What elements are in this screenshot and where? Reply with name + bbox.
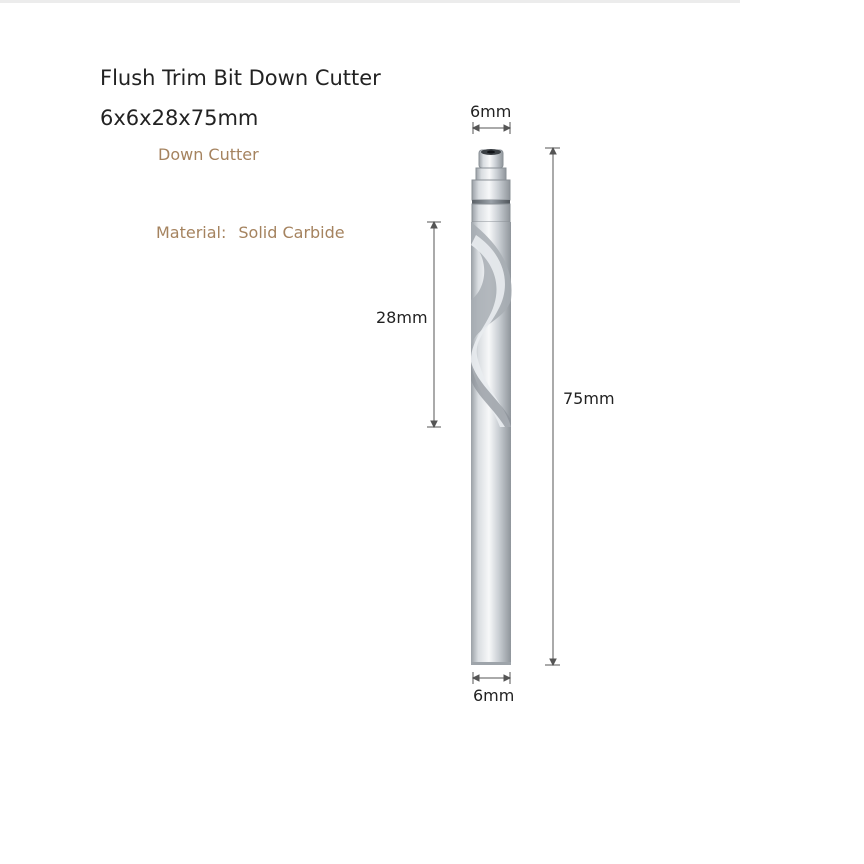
top-diameter-label: 6mm — [470, 102, 512, 121]
material-label: Material: — [156, 223, 227, 242]
bearing — [472, 149, 510, 222]
cutting-length-dimension-line — [427, 222, 441, 427]
cutting-length-label: 28mm — [376, 308, 428, 327]
spiral-flute — [471, 222, 512, 427]
product-title: Flush Trim Bit Down Cutter — [100, 66, 381, 90]
cutter-type-note: Down Cutter — [158, 145, 259, 164]
top-diameter-dimension-line — [473, 122, 510, 134]
total-length-dimension-line — [545, 148, 560, 665]
shank-diameter-label: 6mm — [473, 686, 515, 705]
material-value: Solid Carbide — [238, 223, 345, 242]
total-length-label: 75mm — [563, 389, 615, 408]
shank — [471, 427, 511, 665]
shank-end — [471, 662, 511, 665]
shank-diameter-dimension-line — [473, 672, 510, 684]
product-spec: 6x6x28x75mm — [100, 106, 259, 130]
